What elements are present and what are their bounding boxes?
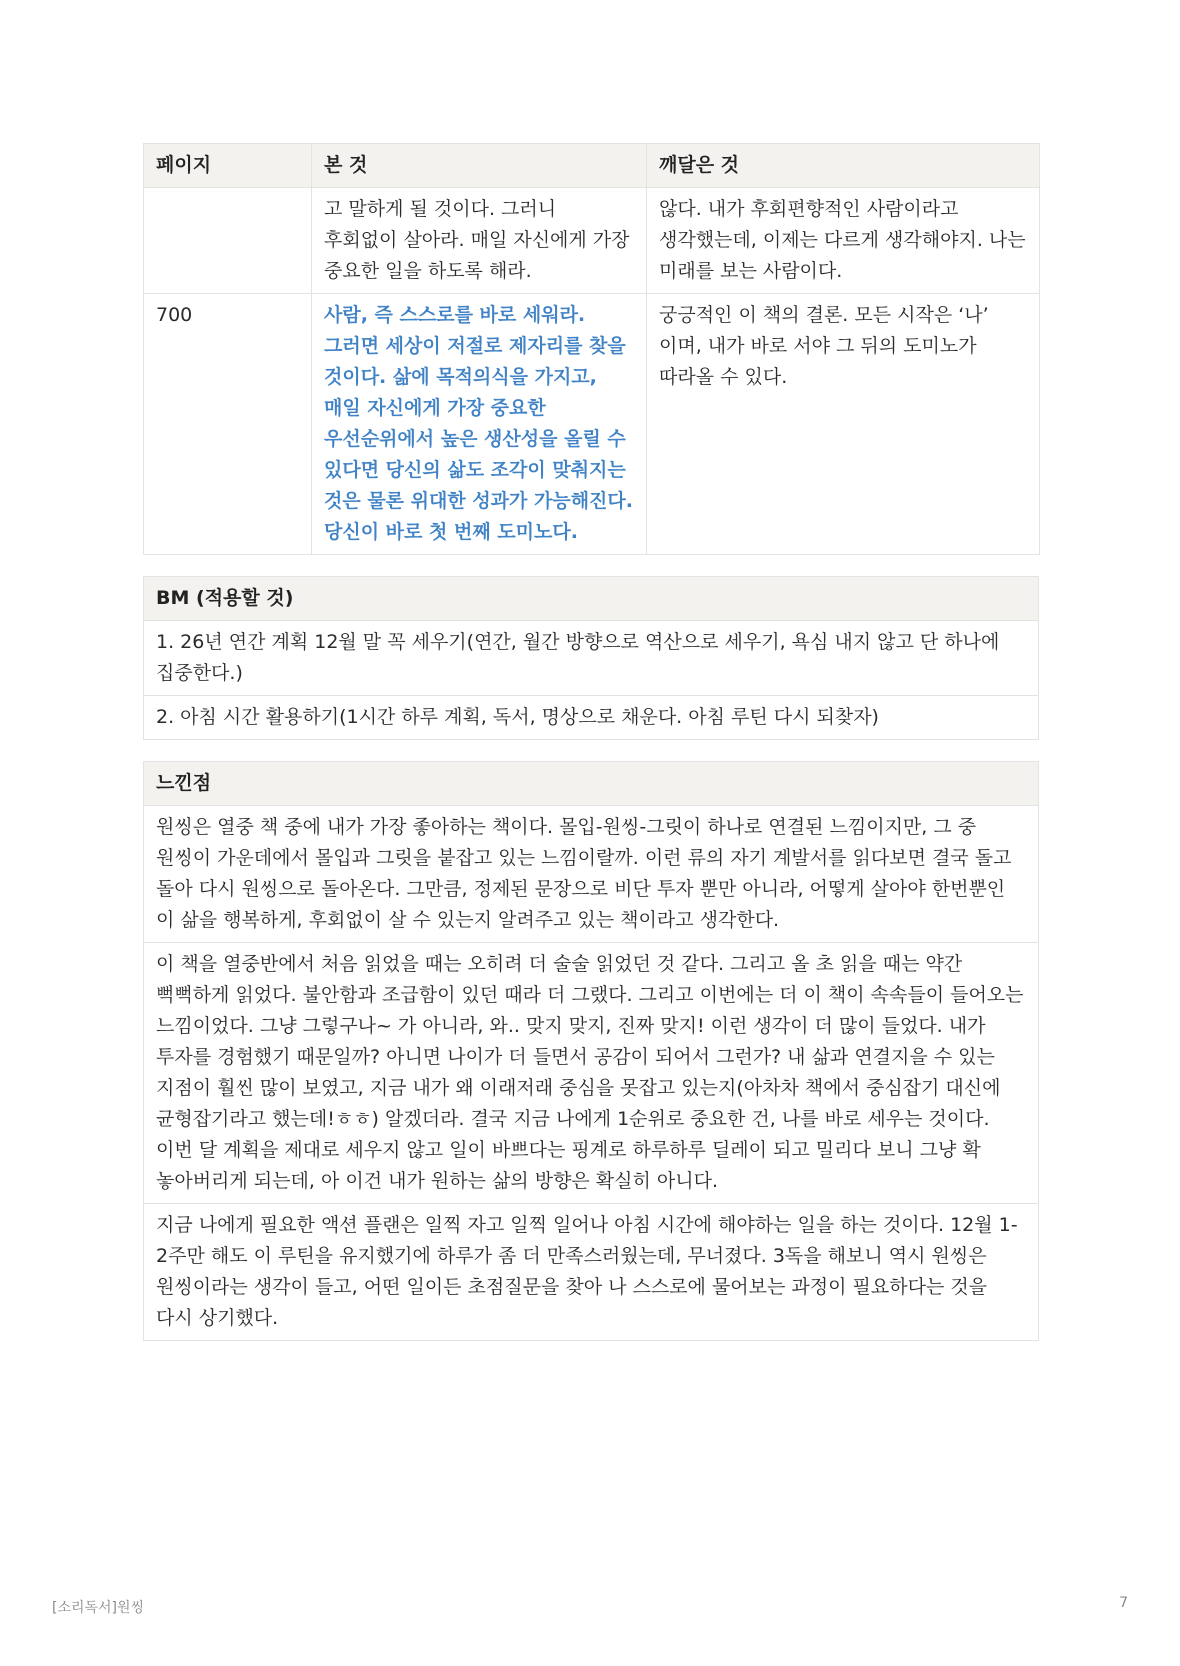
page-cell: 700 bbox=[144, 294, 312, 555]
feelings-paragraph: 원씽은 열중 책 중에 내가 가장 좋아하는 책이다. 몰입-원씽-그릿이 하나로 연결된 느낌이지만, 그 중 원씽이 가운데에서 몰입과 그릿을 붙잡고 있는 느낌이랄까. 이런 류의 자기 계발서를 읽다보면 결국 돌고 돌아 다시 원씽으로 돌아온다. 그만큼, 정제된 문장으로 비단 투자 뿐만 아니라, 어떻게 살아야 한번뿐인 이 삶을 행복하게, 후회없이 살 수 있는지 알려주고 있는 책이라고 생각한다. bbox=[144, 806, 1039, 943]
bm-table bbox=[143, 576, 1039, 740]
list-item bbox=[144, 621, 1039, 696]
feelings-header-row bbox=[144, 762, 1039, 806]
table-row bbox=[144, 188, 1040, 294]
table-header-row bbox=[144, 144, 1040, 188]
bm-item: 1. 26년 연간 계획 12월 말 꼭 세우기(연간, 월간 방향으로 역산으로 세우기, 욕심 내지 않고 단 하나에 집중한다.) bbox=[144, 621, 1039, 696]
bm-item: 2. 아침 시간 활용하기(1시간 하루 계획, 독서, 명상으로 채운다. 아침 루틴 다시 되찾자) bbox=[144, 696, 1039, 740]
table-row bbox=[144, 294, 1040, 555]
reading-notes-table bbox=[143, 143, 1040, 555]
bm-header: BM (적용할 것) bbox=[144, 577, 1039, 621]
realized-cell: 궁긍적인 이 책의 결론. 모든 시작은 ‘나’ 이며, 내가 바로 서야 그 뒤의 도미노가 따라올 수 있다. bbox=[647, 294, 1040, 555]
header-realized: 깨달은 것 bbox=[647, 144, 1040, 188]
document-page bbox=[143, 143, 1039, 1341]
list-item bbox=[144, 806, 1039, 943]
page-number: 7 bbox=[1119, 1595, 1128, 1611]
seen-cell: 고 말하게 될 것이다. 그러니 후회없이 살아라. 매일 자신에게 가장 중요한 일을 하도록 해라. bbox=[312, 188, 647, 294]
realized-cell: 않다. 내가 후회편향적인 사람이라고 생각했는데, 이제는 다르게 생각해야지. 나는 미래를 보는 사람이다. bbox=[647, 188, 1040, 294]
bm-header-row bbox=[144, 577, 1039, 621]
footer-title: [소리독서]원씽 bbox=[52, 1600, 145, 1616]
seen-cell bbox=[312, 294, 647, 555]
list-item bbox=[144, 1204, 1039, 1341]
header-page: 페이지 bbox=[144, 144, 312, 188]
header-seen: 본 것 bbox=[312, 144, 647, 188]
feelings-header: 느낀점 bbox=[144, 762, 1039, 806]
feelings-paragraph: 이 책을 열중반에서 처음 읽었을 때는 오히려 더 술술 읽었던 것 같다. 그리고 올 초 읽을 때는 약간 뻑뻑하게 읽었다. 불안함과 조급함이 있던 때라 더 그랬다. 그리고 이번에는 더 이 책이 속속들이 들어오는 느낌이었다. 그냥 그렇구나~ 가 아니라, 와.. 맞지 맞지, 진짜 맞지! 이런 생각이 더 많이 들었다. 내가 투자를 경험했기 때문일까? 아니면 나이가 더 들면서 공감이 되어서 그런가? 내 삶과 연결지을 수 있는 지점이 훨씬 많이 보였고, 지금 내가 왜 이래저래 중심을 못잡고 있는지(아차차 책에서 중심잡기 대신에 균형잡기라고 했는데!ㅎㅎ) 알겠더라. 결국 지금 나에게 1순위로 중요한 건, 나를 바로 세우는 것이다. 이번 달 계획을 제대로 세우지 않고 일이 바쁘다는 핑계로 하루하루 딜레이 되고 밀리다 보니 그냥 확 놓아버리게 되는데, 아 이건 내가 원하는 삶의 방향은 확실히 아니다. bbox=[144, 943, 1039, 1204]
list-item bbox=[144, 943, 1039, 1204]
feelings-paragraph: 지금 나에게 필요한 액션 플랜은 일찍 자고 일찍 일어나 아침 시간에 해야하는 일을 하는 것이다. 12월 1-2주만 해도 이 루틴을 유지했기에 하루가 좀 더 만족스러웠는데, 무너졌다. 3독을 해보니 역시 원씽은 원씽이라는 생각이 들고, 어떤 일이든 초점질문을 찾아 나 스스로에 물어보는 과정이 필요하다는 것을 다시 상기했다. bbox=[144, 1204, 1039, 1341]
feelings-table bbox=[143, 761, 1039, 1341]
page-cell bbox=[144, 188, 312, 294]
list-item bbox=[144, 696, 1039, 740]
highlighted-quote: 사람, 즉 스스로를 바로 세워라. 그러면 세상이 저절로 제자리를 찾을 것이다. 삶에 목적의식을 가지고, 매일 자신에게 가장 중요한 우선순위에서 높은 생산성을 올릴 수 있다면 당신의 삶도 조각이 맞춰지는 것은 물론 위대한 성과가 가능해진다. 당신이 바로 첫 번째 도미노다. bbox=[324, 304, 633, 543]
